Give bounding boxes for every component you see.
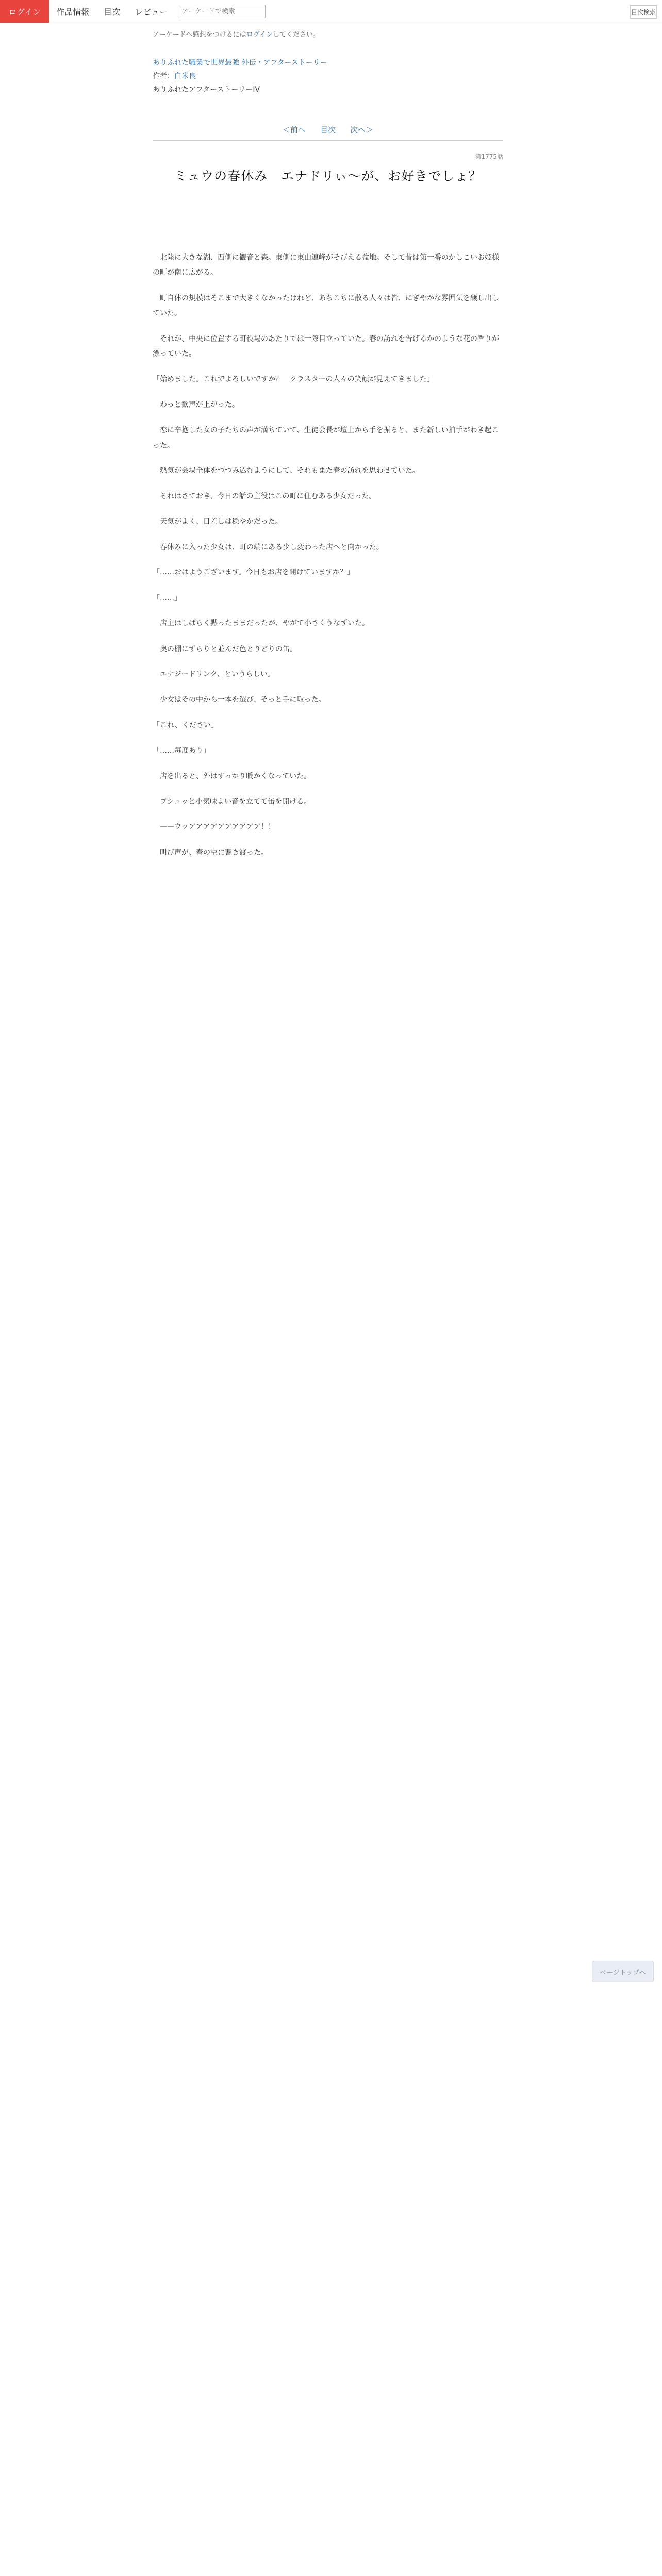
notice-login-link[interactable]: ログイン <box>246 31 273 39</box>
episode-title: ミュウの春休み エナドリぃ〜が、お好きでしょ？ <box>174 168 482 183</box>
nav-toc[interactable]: 目次 <box>104 7 121 17</box>
divider <box>153 140 503 141</box>
paragraph: 店主はしばらく黙ったままだったが、やがて小さくうなずいた。 <box>153 619 369 628</box>
paragraph: それが、中央に位置する町役場のあたりでは一際目立っていた。春の訪れを告げるかのような花の香りが漂っていた。 <box>153 334 499 358</box>
author-line <box>153 71 503 81</box>
paragraph: それはさておき、今日の話の主役はこの町に住むある少女だった。 <box>153 492 376 501</box>
nav-work-info[interactable]: 作品情報 <box>56 7 90 17</box>
paragraph: 「……」 <box>153 594 181 602</box>
episode-pager <box>153 124 503 135</box>
paragraph: 叫び声が、春の空に響き渡った。 <box>153 848 268 857</box>
paragraph: 春休みに入った少女は、町の端にある少し変わった店へと向かった。 <box>153 543 384 552</box>
toc-link[interactable]: 目次 <box>320 125 336 134</box>
episode-number: 第1775話 <box>475 153 503 160</box>
next-link[interactable]: 次へ＞ <box>350 125 374 134</box>
paragraph: エナジードリンク、というらしい。 <box>153 670 275 679</box>
top-navigation-bar <box>0 0 662 23</box>
paragraph: プシュッと小気味よい音を立てて缶を開ける。 <box>153 797 311 806</box>
author-link[interactable]: 白米良 <box>174 72 196 80</box>
main-content <box>153 29 503 871</box>
paragraph: 天気がよく、日差しは穏やかだった。 <box>153 517 283 526</box>
paragraph: 「……毎度あり」 <box>153 747 210 755</box>
nav-review[interactable]: レビュー <box>135 7 168 17</box>
menu-button[interactable]: 目次検索 <box>630 5 657 19</box>
paragraph: 町自体の規模はそこまで大きくなかったけれど、あちこちに散る人々は皆、にぎやかな雰囲気を醸し出していた。 <box>153 294 499 318</box>
search-input[interactable] <box>178 5 266 18</box>
login-button[interactable]: ログイン <box>0 0 49 23</box>
episode-info: ありふれたアフターストーリーIV <box>153 86 260 94</box>
paragraph: 店を出ると、外はすっかり暖かくなっていた。 <box>153 772 311 781</box>
series-title-link[interactable]: ありふれた職業で世界最強 外伝・アフターストーリー <box>153 59 327 67</box>
paragraph: 「……おはようございます。今日もお店を開けていますか？」 <box>153 568 354 577</box>
page-top-button[interactable]: ページトップへ <box>592 1961 654 1982</box>
episode-body <box>153 250 503 860</box>
paragraph: 少女はその中から一本を選び、そっと手に取った。 <box>153 696 326 704</box>
login-notice <box>153 29 503 39</box>
paragraph: 奥の棚にずらりと並んだ色とりどりの缶。 <box>153 645 297 653</box>
paragraph: 「始めました。これでよろしいですか？ クラスターの人々の笑顔が見えてきました」 <box>153 375 434 384</box>
paragraph: 北陸に大きな湖、西側に観音と森。東側に東山連峰がそびえる盆地。そして昔は第一番のかしこいお姫様の町が南に広がる。 <box>153 253 499 277</box>
paragraph: 熱気が会場全体をつつみ込むようにして、それもまた春の訪れを思わせていた。 <box>153 466 420 475</box>
author-label: 作者： <box>153 72 174 80</box>
prev-link[interactable]: ＜前へ <box>282 125 306 134</box>
paragraph: 「これ、ください」 <box>153 721 218 730</box>
notice-suffix: してください。 <box>272 31 320 39</box>
paragraph: 恋に辛抱した女の子たちの声が満ちていて、生徒会長が壇上から手を振ると、また新しい拍手がわき起こった。 <box>153 426 499 450</box>
notice-prefix: アーケードへ感想をつけるには <box>153 31 246 39</box>
paragraph: ——ウッアアアアアアアアアア！！ <box>153 823 275 832</box>
paragraph: わっと歓声が上がった。 <box>153 400 239 409</box>
